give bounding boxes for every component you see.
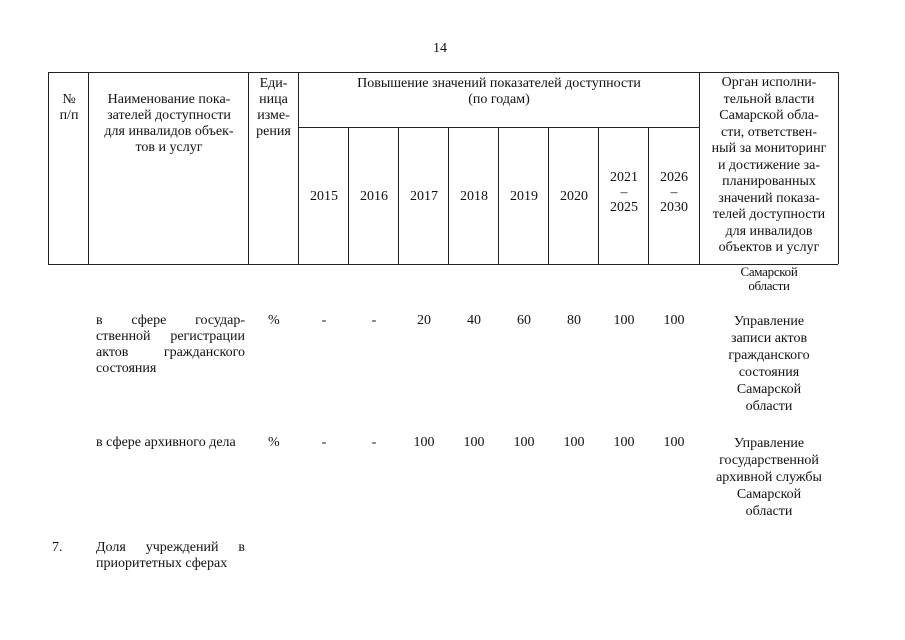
- header-responsible-organ: Орган исполни- тельной власти Самарской обла- сти, ответствен- ный за мониторинг и достижение за- планированных значений показа- телей доступности для инвалидов объектов и услуг: [711, 75, 827, 255]
- value-2026-2030: 100: [663, 435, 685, 450]
- value-2019: 60: [517, 313, 531, 328]
- year-range-to: 2025: [610, 200, 638, 215]
- value-2017: 20: [417, 313, 431, 328]
- col-border: [648, 127, 649, 264]
- year-range-from: 2021: [610, 170, 638, 185]
- year-range-from: 2026: [660, 170, 688, 185]
- year-range-sep: –: [670, 185, 678, 200]
- row-responsible-organ: Управление государственной архивной службы Самарской области: [716, 436, 822, 519]
- row-unit: %: [268, 313, 280, 328]
- value-2015: -: [321, 435, 327, 450]
- col-border: [88, 72, 89, 264]
- col-border: [598, 127, 599, 264]
- year-2020: 2020: [560, 189, 588, 204]
- header-indicator-name: Наименование пока- зателей доступности для инвалидов объек- тов и услуг: [104, 92, 234, 155]
- col-border: [298, 72, 299, 264]
- row-unit: %: [268, 435, 280, 450]
- value-2020: 100: [563, 435, 585, 450]
- row-number: 7.: [52, 540, 63, 555]
- year-2019: 2019: [510, 189, 538, 204]
- value-2017: 100: [413, 435, 435, 450]
- row-indicator-name: в сфере государ-ственной регистрации актов гражданского состояния: [96, 313, 245, 376]
- header-increase-by-year: Повышение значений показателей доступности (по годам): [357, 76, 641, 107]
- table-top-border: [48, 72, 838, 73]
- year-2015: 2015: [310, 189, 338, 204]
- value-2021-2025: 100: [613, 435, 635, 450]
- value-2019: 100: [513, 435, 535, 450]
- value-2020: 80: [567, 313, 581, 328]
- col-border: [348, 127, 349, 264]
- value-2015: -: [321, 313, 327, 328]
- col-border: [398, 127, 399, 264]
- value-2026-2030: 100: [663, 313, 685, 328]
- year-range-to: 2030: [660, 200, 688, 215]
- header-unit: Еди- ница изме- рения: [256, 76, 291, 139]
- value-2021-2025: 100: [613, 313, 635, 328]
- header-number: № п/п: [59, 92, 79, 123]
- year-2018: 2018: [460, 189, 488, 204]
- row-indicator-name: в сфере архивного дела: [96, 435, 236, 450]
- col-border: [448, 127, 449, 264]
- row-responsible-organ: Управление записи актов гражданского состояния Самарской области: [728, 314, 810, 414]
- year-range-sep: –: [620, 185, 628, 200]
- value-2016: -: [371, 435, 377, 450]
- col-border: [498, 127, 499, 264]
- col-border: [548, 127, 549, 264]
- row-indicator-name: Доля учреждений в приоритетных сферах: [96, 540, 245, 571]
- value-2016: -: [371, 313, 377, 328]
- value-2018: 40: [467, 313, 481, 328]
- col-border: [838, 72, 839, 264]
- year-range-2021-2025: [600, 170, 648, 216]
- year-2017: 2017: [410, 189, 438, 204]
- year-range-2026-2030: [650, 170, 698, 216]
- carry-over-organ-text: Самарской области: [740, 264, 798, 293]
- page-number: 14: [433, 41, 447, 56]
- year-2016: 2016: [360, 189, 388, 204]
- col-border: [48, 72, 49, 264]
- value-2018: 100: [463, 435, 485, 450]
